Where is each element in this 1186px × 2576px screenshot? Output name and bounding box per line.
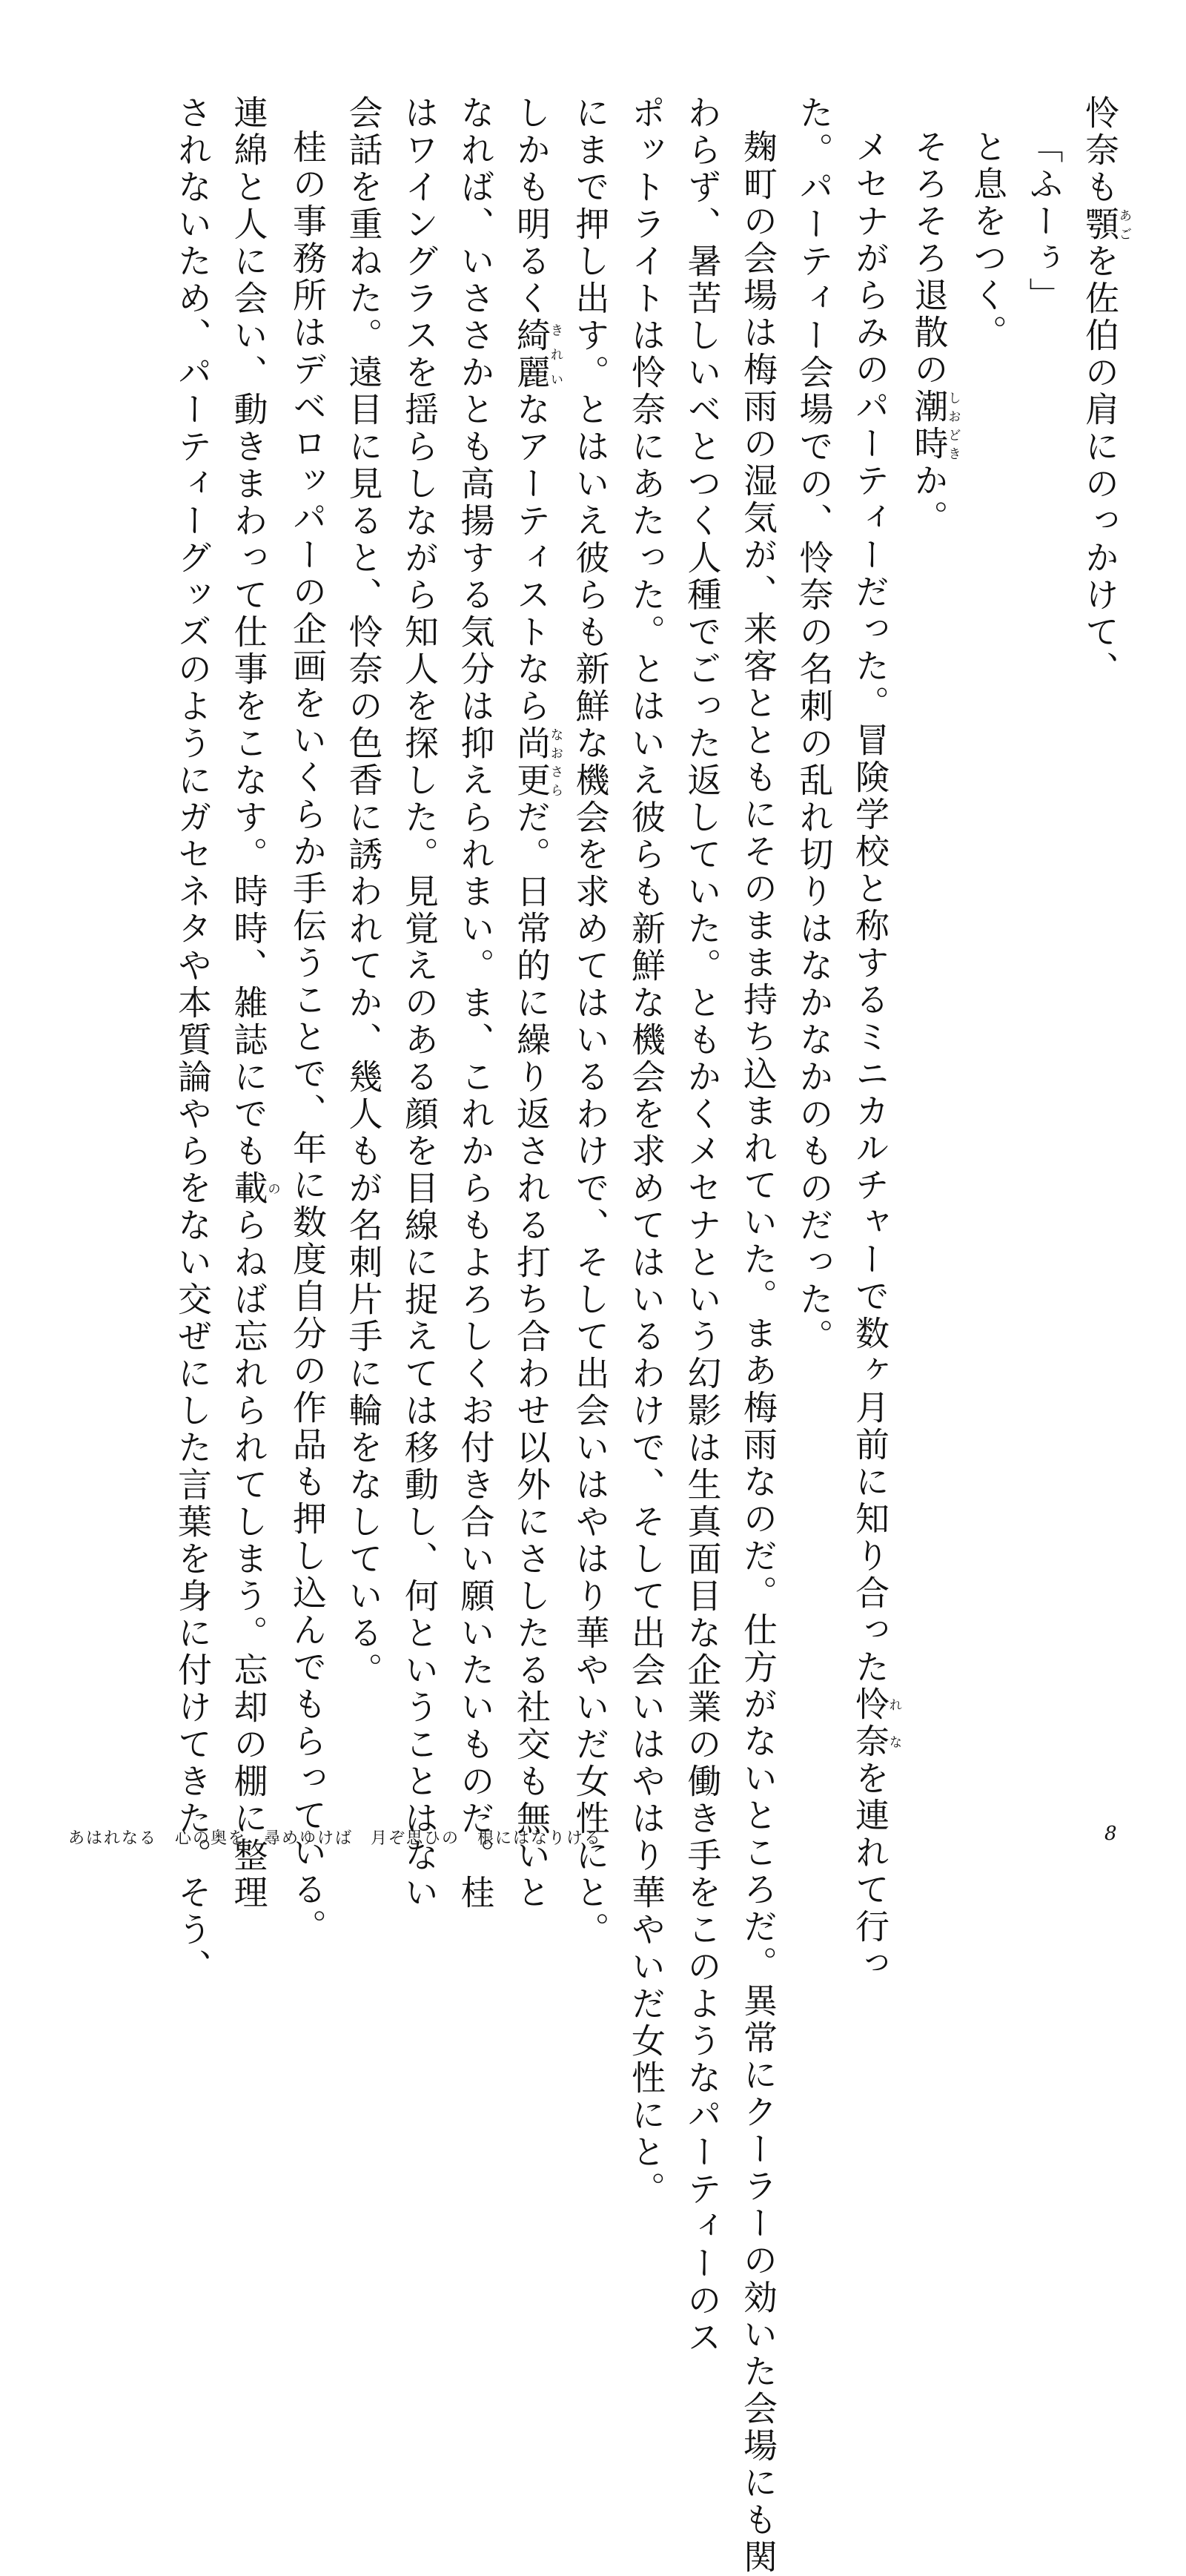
- text-line: た。パーティー会場での、怜奈の名刺の乱れ切りはなかなかのものだった。: [794, 95, 835, 1355]
- text-line: されないため、パーティーグッズのようにガセネタや本質論やらをない交ぜにした言葉を身に付けてきた。そう、: [173, 95, 213, 1986]
- text-line: はワイングラスを揺らしながら知人を探した。見覚えのある顔を目線に捉えては移動し、何ということはない: [400, 95, 440, 1912]
- footer-verse: あはれなる 心の奥を 尋めゆけば 月ぞ思ひの 根にはなりける: [68, 1829, 603, 1848]
- text-line: ポットライトは怜奈にあたった。とはいえ彼らも新鮮な機会を求めてはいるわけで、そして出会いはやはり華やいだ女性にと。: [626, 95, 666, 2208]
- text-line: 怜奈も顎あごを佐伯の肩にのっかけて、: [1080, 95, 1131, 688]
- text-line: わらず、暑苦しいベとつく人種でごった返していた。ともかくメセナという幻影は生真面目な企業の働き手をこのようなパーティーのス: [682, 95, 723, 2357]
- text-line: にまで押し出す。とはいえ彼らも新鮮な機会を求めてはいるわけで、そして出会いはやはり華やいだ女性にと。: [570, 95, 611, 1949]
- text-line: メセナがらみのパーティーだった。冒険学校と称するミニカルチャーで数ヶ月前に知り合った怜奈れなを連れて行っ: [850, 129, 901, 1983]
- text-line: なれば、いささかとも高揚する気分は抑えられまい。ま、これからもよろしくお付き合い願いたいものだ。桂: [455, 95, 496, 1912]
- text-line: 桂の事務所はデベロッパーの企画をいくらか手伝うことで、年に数度自分の作品も押し込んでもらっている。: [288, 129, 328, 1946]
- page-number: 8: [1104, 1823, 1117, 1845]
- text-line: 会話を重ねた。遠目に見ると、怜奈の色香に誘われてか、幾人もが名刺片手に輪をなしている。: [343, 95, 384, 1689]
- text-line: そろそろ退散の潮時しおどきか。: [909, 129, 961, 537]
- text-line: 麹町の会場は梅雨の湿気が、来客とともにそのまま持ち込まれていた。まあ梅雨なのだ。仕方がないところだ。異常にクーラーの効いた会場にも関: [738, 129, 778, 2576]
- text-line: しかも明るく綺麗きれいなアーティストなら尚更なおさらだ。日常的に繰り返される打ち合わせ以外にさしたる社交も無いと: [511, 95, 563, 1912]
- text-line: 連綿と人に会い、動きまわって仕事をこなす。時時、雑誌にでも載のらねば忘れられてしまう。忘却の棚に整理: [228, 95, 280, 1912]
- text-line: と息をつく。: [968, 129, 1008, 351]
- text-line: 「ふーぅ」: [1024, 129, 1064, 314]
